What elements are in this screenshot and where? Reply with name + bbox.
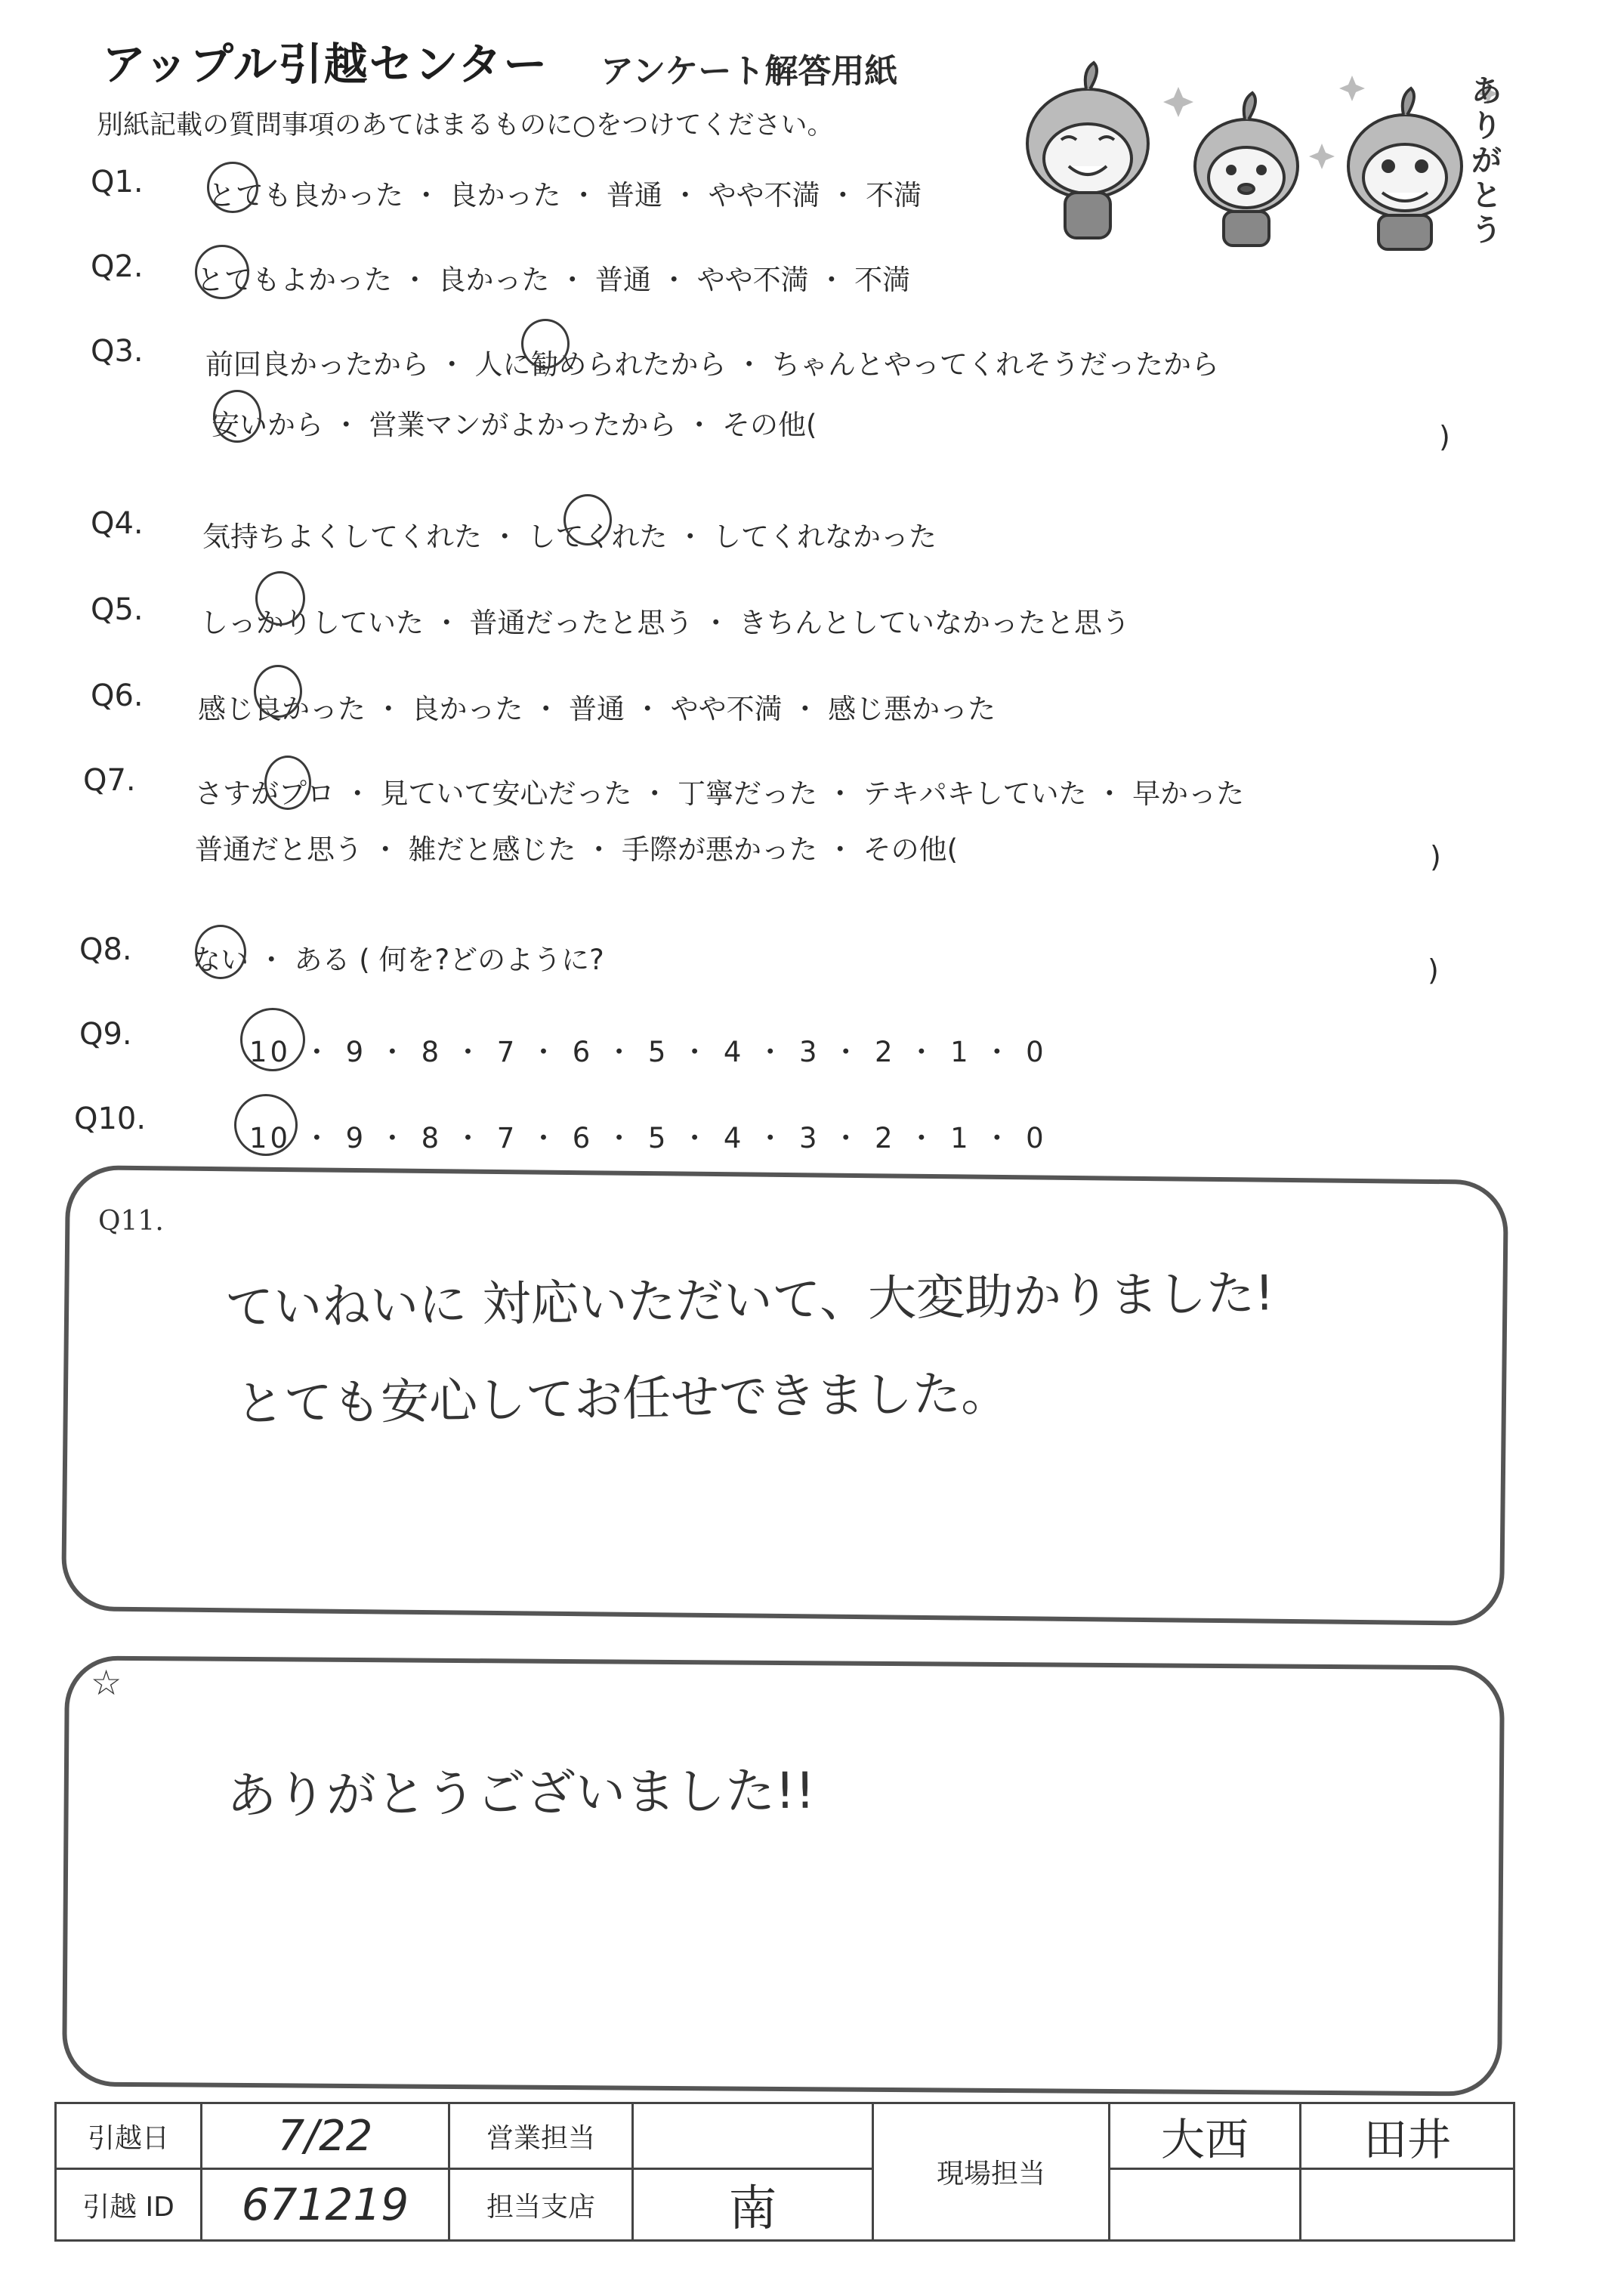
site-value-1: 大西	[1110, 2103, 1301, 2169]
branch-value: 南	[633, 2169, 873, 2241]
q7-options-line2: 普通だと思う ・ 雑だと感じた ・ 手際が悪かった ・ その他(	[195, 833, 959, 866]
site-value-2: 田井	[1301, 2103, 1514, 2169]
site-label: 現場担当	[873, 2103, 1110, 2241]
q5-answer-circle	[255, 571, 305, 626]
q7-label: Q7.	[83, 763, 136, 798]
star-handwritten-answer: ありがとうございました!!	[226, 1761, 816, 1825]
move-info-table	[54, 2102, 1515, 2242]
q11-handwritten-line1: ていねいに 対応いただいて、大変助かりました!	[224, 1265, 1275, 1337]
star-label: ☆	[91, 1662, 122, 1703]
q6-answer-circle	[254, 665, 302, 718]
q3-close-paren: )	[1439, 420, 1450, 453]
q8-answer-circle	[195, 925, 246, 979]
sales-value	[633, 2103, 873, 2169]
page-title: アップル引越センター	[102, 39, 549, 90]
instruction-text: 別紙記載の質問事項のあてはまるものに○をつけてください。	[97, 110, 834, 141]
q11-label: Q11.	[98, 1206, 164, 1237]
thanks-vertical-text: ありがとう	[1471, 74, 1502, 248]
q7-answer-circle	[264, 756, 311, 810]
q8-label: Q8.	[79, 932, 132, 967]
move-date-value: 7/22	[202, 2103, 449, 2169]
move-id-value: 671219	[202, 2169, 449, 2241]
q10-options: 10 ・ 9 ・ 8 ・ 7 ・ 6 ・ 5 ・ 4 ・ 3 ・ 2 ・ 1 ・ 0	[249, 1122, 1047, 1154]
q4-answer-circle	[563, 494, 612, 545]
q11-handwritten-line2: とても安心してお任せできました。	[235, 1365, 1010, 1433]
q3-label: Q3.	[91, 334, 144, 369]
q9-answer-circle	[240, 1008, 305, 1071]
q8-close-paren: )	[1428, 953, 1439, 987]
q4-label: Q4.	[91, 506, 144, 541]
site-empty-1	[1110, 2169, 1301, 2241]
q10-answer-circle	[234, 1094, 298, 1156]
q10-label: Q10.	[74, 1102, 147, 1136]
q6-label: Q6.	[91, 678, 144, 713]
q6-options: 感じ良かった ・ 良かった ・ 普通 ・ やや不満 ・ 感じ悪かった	[198, 693, 996, 725]
q1-answer-circle	[207, 162, 258, 213]
monkey-mascots-illustration	[997, 53, 1526, 257]
q9-label: Q9.	[79, 1017, 132, 1052]
q1-options: とても良かった ・ 良かった ・ 普通 ・ やや不満 ・ 不満	[208, 179, 922, 212]
branch-label: 担当支店	[449, 2169, 633, 2241]
move-date-label: 引越日	[56, 2103, 202, 2169]
move-id-label: 引越 ID	[56, 2169, 202, 2241]
page-subtitle: アンケート解答用紙	[601, 52, 898, 91]
q5-label: Q5.	[91, 592, 144, 627]
q3-answer-circle-2	[213, 390, 261, 443]
q2-options: とてもよかった ・ 良かった ・ 普通 ・ やや不満 ・ 不満	[196, 264, 911, 296]
q8-options: ない ・ ある ( 何を?どのように?	[193, 944, 604, 976]
star-comment-box	[62, 1655, 1505, 2096]
q7-options-line1: さすがプロ ・ 見ていて安心だった ・ 丁寧だった ・ テキパキしていた ・ 早かった	[195, 777, 1245, 810]
q3-answer-circle-1	[521, 319, 570, 369]
q7-close-paren: )	[1430, 840, 1441, 873]
q2-label: Q2.	[91, 249, 144, 284]
q9-options: 10 ・ 9 ・ 8 ・ 7 ・ 6 ・ 5 ・ 4 ・ 3 ・ 2 ・ 1 ・ 0	[249, 1036, 1047, 1068]
sales-label: 営業担当	[449, 2103, 633, 2169]
q4-options: 気持ちよくしてくれた ・ してくれた ・ してくれなかった	[202, 521, 937, 553]
q5-options: しっかりしていた ・ 普通だったと思う ・ きちんとしていなかったと思う	[200, 607, 1131, 639]
site-empty-2	[1301, 2169, 1514, 2241]
q1-label: Q1.	[91, 165, 144, 199]
q3-options-line2: 安いから ・ 営業マンがよかったから ・ その他(	[211, 409, 817, 441]
q2-answer-circle	[195, 245, 249, 299]
q3-options-line1: 前回良かったから ・ 人に勧められたから ・ ちゃんとやってくれそうだったから	[205, 348, 1220, 381]
